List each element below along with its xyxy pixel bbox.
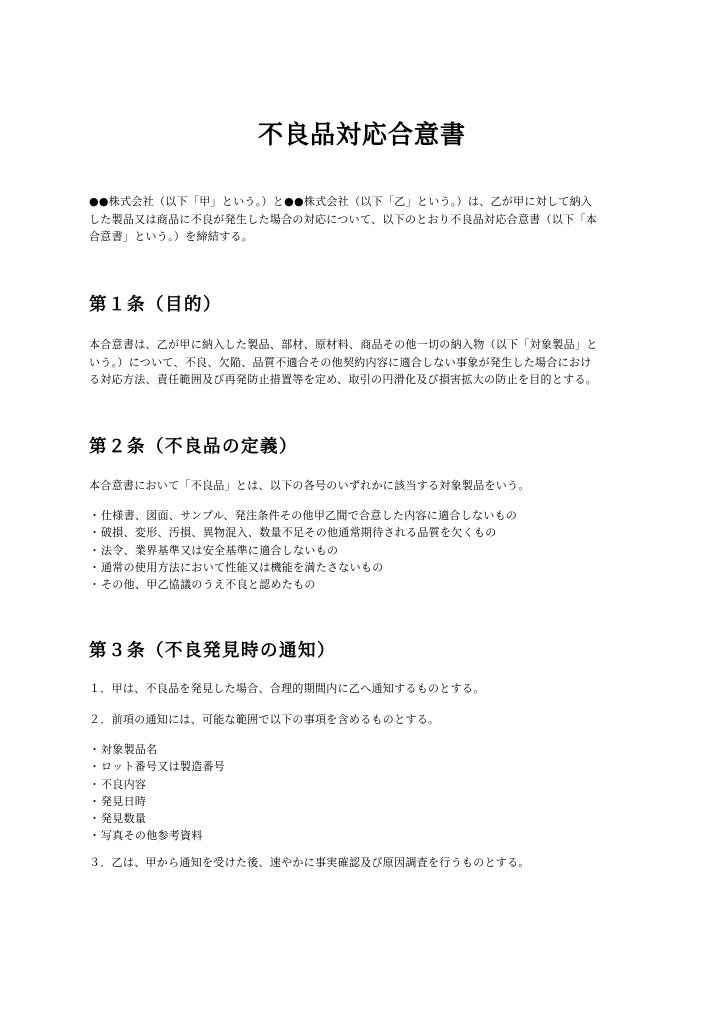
article2-defect-list	[89, 507, 517, 593]
article1-paragraph	[89, 336, 639, 389]
list-item: ・破損、変形、汚損、異物混入、数量不足その他通常期待される品質を欠くもの	[89, 524, 517, 541]
bullet-glyph: ・	[89, 526, 101, 540]
list-item: ・不良内容	[89, 776, 225, 793]
intro-line: 合意書」という。）を締結する。	[89, 230, 253, 243]
bullet-glyph: ・	[89, 543, 101, 557]
bullet-glyph: ・	[89, 812, 101, 826]
list-item: ・対象製品名	[89, 741, 225, 758]
bullet-glyph: ・	[89, 743, 101, 756]
bullet-glyph: ・	[89, 760, 101, 774]
intro-line: ●●株式会社（以下「甲」という。）と●●株式会社（以下「乙」という。）は、乙が甲に対して納入	[89, 195, 593, 208]
article3-clause1: １．甲は、不良品を発見した場合、合理的期間内に乙へ通知するものとする。	[89, 682, 485, 695]
article1-heading: 第１条（目的）	[89, 295, 222, 315]
list-item: ・法令、業界基準又は安全基準に適合しないもの	[89, 542, 517, 559]
list-item: ・仕様書、図面、サンプル、発注条件その他甲乙間で合意した内容に適合しないもの	[89, 507, 517, 524]
article1-line: 本合意書は、乙が甲に納入した製品、部材、原材料、商品その他一切の納入物（以下「対象製品」と	[89, 338, 598, 351]
article1-line: る対応方法、責任範囲及び再発防止措置等を定め、取引の円滑化及び損害拡大の防止を目的とする。	[89, 373, 598, 386]
bullet-glyph: ・	[89, 777, 101, 791]
bullet-glyph: ・	[89, 794, 101, 808]
bullet-glyph: ・	[89, 578, 101, 592]
article3-heading: 第３条（不良発見時の通知）	[89, 641, 336, 661]
article1-line: いう。）について、不良、欠陥、品質不適合その他契約内容に適合しない事象が発生した場合におけ	[89, 355, 592, 369]
article3-clause3: ３．乙は、甲から通知を受けた後、速やかに事実確認及び原因調査を行うものとする。	[89, 856, 530, 869]
intro-paragraph	[89, 193, 639, 246]
bullet-glyph: ・	[89, 560, 101, 574]
list-item: ・発見日時	[89, 793, 225, 810]
article2-heading: 第２条（不良品の定義）	[89, 437, 298, 457]
article3-notice-items	[89, 741, 225, 845]
article3-clause2: ２．前項の通知には、可能な範囲で以下の事項を含めるものとする。	[89, 713, 440, 726]
intro-line: した製品又は商品に不良が発生した場合の対応について、以下のとおり不良品対応合意書（以下「本	[89, 212, 598, 226]
list-item: ・通常の使用方法において性能又は機能を満たさないもの	[89, 559, 517, 576]
article2-lead: 本合意書において「不良品」とは、以下の各号のいずれかに該当する対象製品をいう。	[89, 479, 530, 492]
list-item: ・発見数量	[89, 810, 225, 827]
bullet-glyph: ・	[89, 829, 101, 843]
bullet-glyph: ・	[89, 509, 101, 522]
list-item: ・写真その他参考資料	[89, 827, 225, 844]
list-item: ・その他、甲乙協議のうえ不良と認めたもの	[89, 576, 517, 593]
list-item: ・ロット番号又は製造番号	[89, 758, 225, 775]
document-title: 不良品対応合意書	[257, 120, 466, 149]
